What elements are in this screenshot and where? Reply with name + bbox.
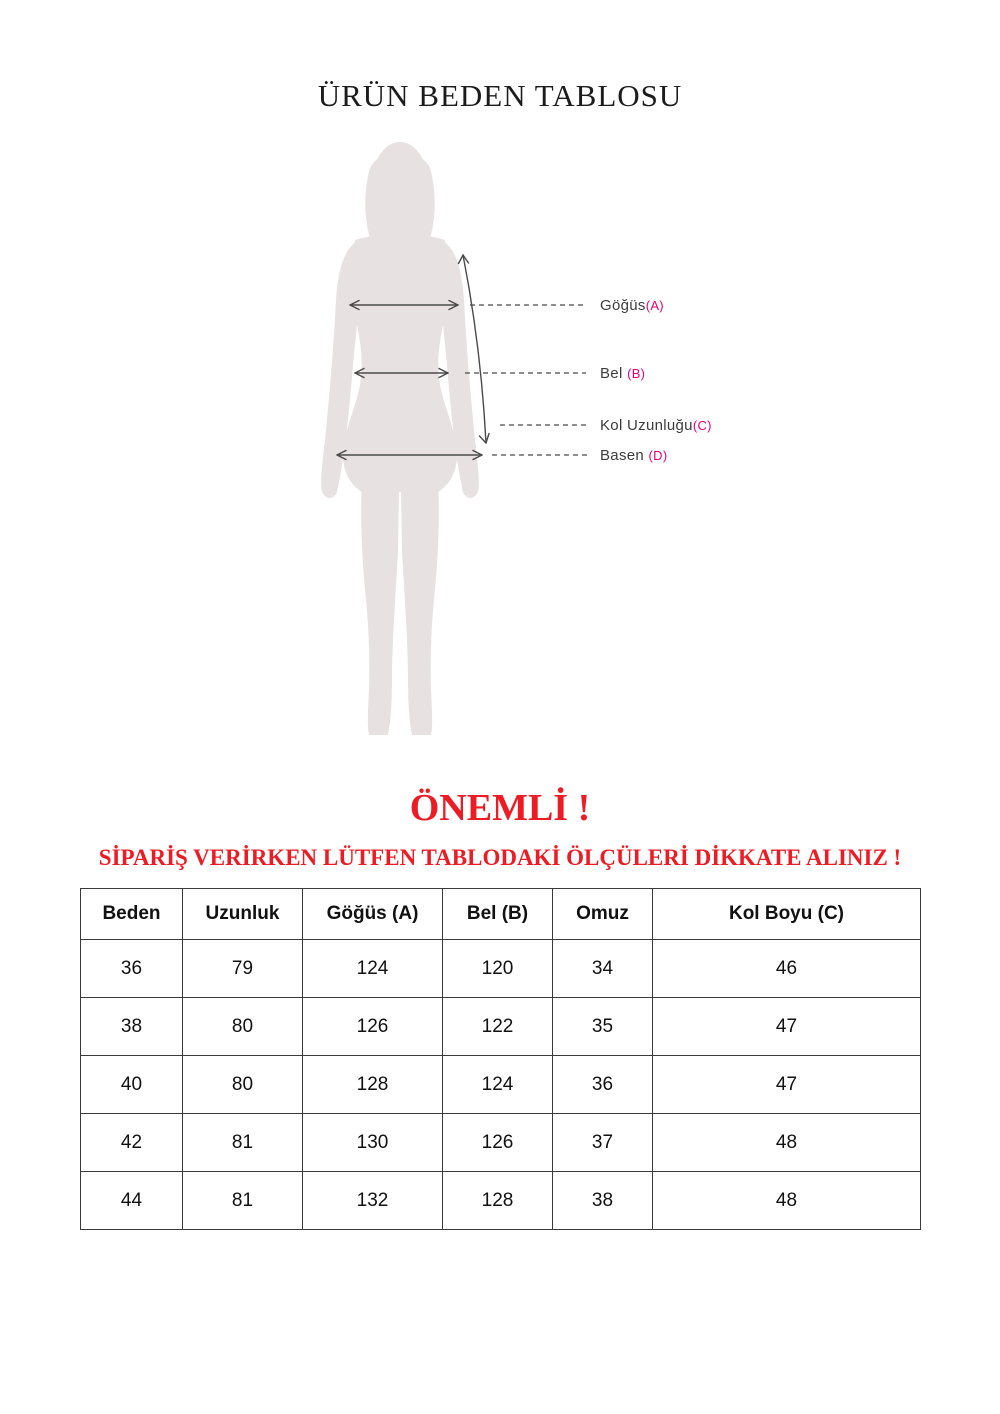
measurement-label-hip-code: (D): [648, 448, 668, 463]
cell-omuz: 38: [553, 1172, 653, 1230]
cell-omuz: 36: [553, 1056, 653, 1114]
cell-kol-boyu: 47: [653, 1056, 921, 1114]
cell-kol-boyu: 48: [653, 1114, 921, 1172]
page-title: ÜRÜN BEDEN TABLOSU: [317, 78, 683, 113]
measurement-label-waist-code: (B): [627, 366, 646, 381]
cell-gogus: 124: [303, 940, 443, 998]
warning-text: SİPARİŞ VERİRKEN LÜTFEN TABLODAKİ ÖLÇÜLERİ DİKKATE ALINIZ !: [98, 845, 902, 870]
measurement-label-arm: [600, 417, 712, 434]
col-header-beden: Beden: [81, 889, 183, 940]
cell-bel: 122: [443, 998, 553, 1056]
cell-gogus: 130: [303, 1114, 443, 1172]
cell-kol-boyu: 48: [653, 1172, 921, 1230]
col-header-bel: Bel (B): [443, 889, 553, 940]
col-header-uzunluk: Uzunluk: [183, 889, 303, 940]
cell-uzunluk: 81: [183, 1172, 303, 1230]
cell-bel: 126: [443, 1114, 553, 1172]
cell-bel: 128: [443, 1172, 553, 1230]
measurement-label-hip: [600, 447, 667, 464]
cell-gogus: 128: [303, 1056, 443, 1114]
cell-omuz: 34: [553, 940, 653, 998]
col-header-kol-boyu: Kol Boyu (C): [653, 889, 921, 940]
cell-omuz: 37: [553, 1114, 653, 1172]
cell-kol-boyu: 46: [653, 940, 921, 998]
leader-lines: [465, 305, 590, 455]
col-header-gogus: Göğüs (A): [303, 889, 443, 940]
cell-beden: 38: [81, 998, 183, 1056]
cell-uzunluk: 81: [183, 1114, 303, 1172]
measurement-label-waist-text: Bel: [600, 365, 628, 382]
cell-omuz: 35: [553, 998, 653, 1056]
col-header-omuz: Omuz: [553, 889, 653, 940]
body-silhouette-figure: [280, 135, 600, 750]
cell-uzunluk: 79: [183, 940, 303, 998]
cell-beden: 44: [81, 1172, 183, 1230]
cell-beden: 36: [81, 940, 183, 998]
cell-uzunluk: 80: [183, 1056, 303, 1114]
cell-bel: 124: [443, 1056, 553, 1114]
cell-gogus: 132: [303, 1172, 443, 1230]
measurement-label-hip-text: Basen: [600, 447, 649, 464]
measurement-label-chest: [600, 297, 664, 314]
measurement-label-chest-text: Göğüs: [600, 297, 646, 314]
measurement-label-arm-code: (C): [692, 418, 712, 433]
table-row: [81, 1172, 921, 1230]
silhouette-shape: [321, 142, 479, 735]
size-table: [80, 888, 921, 1230]
measurement-label-waist: [600, 365, 645, 382]
cell-bel: 120: [443, 940, 553, 998]
cell-beden: 40: [81, 1056, 183, 1114]
cell-gogus: 126: [303, 998, 443, 1056]
cell-uzunluk: 80: [183, 998, 303, 1056]
cell-beden: 42: [81, 1114, 183, 1172]
measurement-label-chest-code: (A): [645, 298, 664, 313]
cell-kol-boyu: 47: [653, 998, 921, 1056]
table-row: [81, 940, 921, 998]
table-row: [81, 1056, 921, 1114]
size-table-header-row: [81, 889, 921, 940]
table-row: [81, 1114, 921, 1172]
measurement-label-arm-text: Kol Uzunluğu: [600, 417, 693, 434]
table-row: [81, 998, 921, 1056]
important-heading: ÖNEMLİ !: [409, 787, 591, 829]
